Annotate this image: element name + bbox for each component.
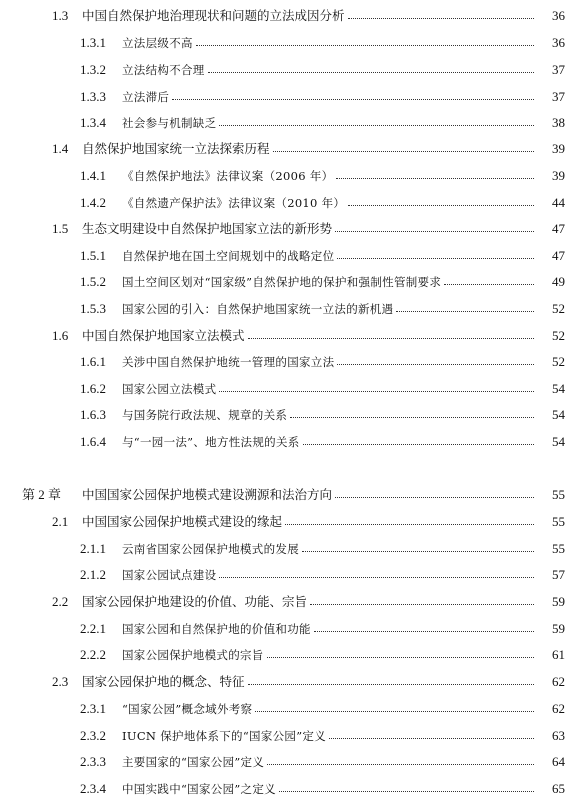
entry-title: 《自然保护地法》法律议案（2006 年） [122, 169, 334, 183]
subsection-entry[interactable] [0, 247, 583, 265]
subsection-entry[interactable] [0, 380, 583, 398]
dot-leader [248, 338, 534, 339]
entry-number: 1.5.1 [80, 248, 106, 263]
subsection-entry[interactable] [0, 620, 583, 638]
entry-number: 1.6.4 [80, 434, 106, 449]
subsection-entry[interactable] [0, 566, 583, 584]
dot-leader [267, 657, 534, 658]
entry-number: 1.5 [52, 221, 69, 236]
page-number: 49 [552, 274, 565, 289]
page-number: 54 [552, 381, 565, 396]
entry-number: 1.5.3 [80, 301, 106, 316]
page-number: 55 [552, 541, 565, 556]
page-number: 44 [552, 195, 565, 210]
dot-leader [337, 364, 534, 365]
dot-leader [255, 711, 534, 712]
page-number: 38 [552, 115, 565, 130]
page-number: 47 [552, 248, 565, 263]
entry-title: 国家公园保护地模式的宗旨 [122, 648, 264, 662]
page-number: 62 [552, 674, 565, 689]
entry-number: 1.6.1 [80, 354, 106, 369]
entry-number: 1.3.2 [80, 62, 106, 77]
dot-leader [219, 391, 534, 392]
page-number: 37 [552, 62, 565, 77]
subsection-entry[interactable] [0, 88, 583, 106]
dot-leader [314, 631, 534, 632]
entry-number: 1.4 [52, 141, 69, 156]
subsection-entry[interactable] [0, 353, 583, 371]
subsection-entry[interactable] [0, 727, 583, 745]
page-number: 61 [552, 647, 565, 662]
subsection-entry[interactable] [0, 753, 583, 771]
dot-leader [444, 284, 534, 285]
dot-leader [290, 417, 534, 418]
entry-title: 社会参与机制缺乏 [122, 116, 217, 130]
entry-number: 1.5.2 [80, 274, 106, 289]
entry-title: 中国实践中“国家公园”之定义 [122, 782, 276, 796]
entry-number: 1.4.1 [80, 168, 106, 183]
dot-leader [302, 551, 534, 552]
chapter-entry[interactable] [0, 486, 583, 504]
entry-number: 2.2 [52, 594, 69, 609]
dot-leader [348, 205, 534, 206]
subsection-entry[interactable] [0, 194, 583, 212]
subsection-entry[interactable] [0, 780, 583, 798]
entry-number: 2.1.1 [80, 541, 106, 556]
dot-leader [273, 151, 534, 152]
page-number: 55 [552, 487, 565, 502]
dot-leader [219, 577, 534, 578]
dot-leader [303, 444, 534, 445]
entry-title: 生态文明建设中自然保护地国家立法的新形势 [82, 221, 333, 236]
section-entry[interactable] [0, 140, 583, 158]
subsection-entry[interactable] [0, 114, 583, 132]
entry-number: 1.6.3 [80, 407, 106, 422]
page-number: 39 [552, 141, 565, 156]
dot-leader [208, 72, 534, 73]
page-number: 52 [552, 354, 565, 369]
subsection-entry[interactable] [0, 646, 583, 664]
entry-title: 国家公园立法模式 [122, 382, 217, 396]
dot-leader [337, 258, 534, 259]
dot-leader [336, 178, 534, 179]
entry-number: 1.6.2 [80, 381, 106, 396]
entry-number: 1.6 [52, 328, 69, 343]
page-number: 47 [552, 221, 565, 236]
entry-number: 1.3.4 [80, 115, 106, 130]
page-number: 54 [552, 407, 565, 422]
entry-number: 1.3 [52, 8, 69, 23]
page-number: 62 [552, 701, 565, 716]
entry-title: 国家公园保护地建设的价值、功能、宗旨 [82, 594, 308, 609]
entry-title: 国家公园的引入：自然保护地国家统一立法的新机遇 [122, 302, 394, 316]
entry-number: 2.2.1 [80, 621, 106, 636]
entry-title: 自然保护地在国土空间规划中的战略定位 [122, 249, 335, 263]
entry-title: 关涉中国自然保护地统一管理的国家立法 [122, 355, 335, 369]
entry-number: 2.1.2 [80, 567, 106, 582]
dot-leader [335, 497, 534, 498]
subsection-entry[interactable] [0, 167, 583, 185]
entry-title: 云南省国家公园保护地模式的发展 [122, 542, 299, 556]
dot-leader [335, 231, 534, 232]
section-entry[interactable] [0, 593, 583, 611]
entry-title: 主要国家的“国家公园”定义 [122, 755, 265, 769]
dot-leader [329, 738, 534, 739]
entry-number: 2.3.1 [80, 701, 106, 716]
subsection-entry[interactable] [0, 433, 583, 451]
entry-title: 国土空间区划对“国家级”自然保护地的保护和强制性管制要求 [122, 275, 442, 289]
section-entry[interactable] [0, 673, 583, 691]
entry-title: 与国务院行政法规、规章的关系 [122, 408, 288, 422]
dot-leader [310, 604, 534, 605]
entry-title: 中国自然保护地治理现状和问题的立法成因分析 [82, 8, 345, 23]
entry-number: 2.3.3 [80, 754, 106, 769]
subsection-entry[interactable] [0, 300, 583, 318]
page-number: 37 [552, 89, 565, 104]
section-entry[interactable] [0, 327, 583, 345]
page-number: 57 [552, 567, 565, 582]
dot-leader [396, 311, 534, 312]
page-number: 59 [552, 621, 565, 636]
page-number: 39 [552, 168, 565, 183]
section-entry[interactable] [0, 220, 583, 238]
page-number: 52 [552, 328, 565, 343]
subsection-entry[interactable] [0, 61, 583, 79]
page-number: 52 [552, 301, 565, 316]
entry-number: 1.3.1 [80, 35, 106, 50]
page-number: 65 [552, 781, 565, 796]
entry-title: “国家公园”概念域外考察 [122, 702, 253, 716]
page-number: 59 [552, 594, 565, 609]
entry-title: 国家公园试点建设 [122, 568, 217, 582]
entry-title: 国家公园和自然保护地的价值和功能 [122, 622, 311, 636]
entry-number: 2.2.2 [80, 647, 106, 662]
page-number: 36 [552, 8, 565, 23]
page-number: 54 [552, 434, 565, 449]
subsection-entry[interactable] [0, 273, 583, 291]
entry-title: 中国自然保护地国家立法模式 [82, 328, 245, 343]
section-entry[interactable] [0, 7, 583, 25]
entry-number: 1.4.2 [80, 195, 106, 210]
dot-leader [172, 99, 534, 100]
dot-leader [196, 45, 534, 46]
entry-number: 2.1 [52, 514, 69, 529]
section-entry[interactable] [0, 513, 583, 531]
page-number: 63 [552, 728, 565, 743]
entry-title: 立法层级不高 [122, 36, 193, 50]
entry-title: 自然保护地国家统一立法探索历程 [82, 141, 270, 156]
dot-leader [285, 524, 534, 525]
dot-leader [267, 764, 534, 765]
entry-title: 中国国家公园保护地模式建设的缘起 [82, 514, 283, 529]
dot-leader [248, 684, 534, 685]
subsection-entry[interactable] [0, 700, 583, 718]
subsection-entry[interactable] [0, 406, 583, 424]
entry-title: 中国国家公园保护地模式建设溯源和法治方向 [82, 487, 333, 502]
page-number: 64 [552, 754, 565, 769]
dot-leader [279, 791, 534, 792]
entry-title: 立法结构不合理 [122, 63, 205, 77]
entry-title: 与“一园一法”、地方性法规的关系 [122, 435, 300, 449]
dot-leader [219, 125, 534, 126]
entry-number: 2.3 [52, 674, 69, 689]
entry-number: 2.3.2 [80, 728, 106, 743]
entry-title: 《自然遗产保护法》法律议案（2010 年） [122, 196, 346, 210]
entry-title: 立法滞后 [122, 90, 170, 104]
dot-leader [348, 18, 534, 19]
entry-title: IUCN 保护地体系下的“国家公园”定义 [122, 729, 327, 743]
page-number: 36 [552, 35, 565, 50]
entry-number: 第 2 章 [22, 487, 62, 502]
subsection-entry[interactable] [0, 34, 583, 52]
page-number: 55 [552, 514, 565, 529]
subsection-entry[interactable] [0, 540, 583, 558]
entry-title: 国家公园保护地的概念、特征 [82, 674, 245, 689]
entry-number: 1.3.3 [80, 89, 106, 104]
entry-number: 2.3.4 [80, 781, 106, 796]
